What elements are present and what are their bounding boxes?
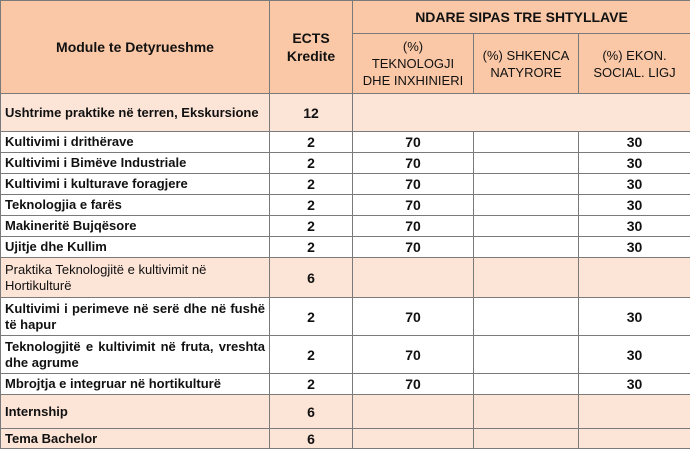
tech-percent: 70 bbox=[353, 237, 474, 258]
module-name: Kultivimi i Bimëve Industriale bbox=[1, 153, 270, 174]
econ-percent: 30 bbox=[579, 195, 690, 216]
sci-percent bbox=[474, 298, 579, 336]
ects-value: 2 bbox=[270, 195, 353, 216]
header-econ-column bbox=[579, 34, 690, 94]
merged-blank-cell bbox=[353, 94, 690, 132]
econ-percent: 30 bbox=[579, 174, 690, 195]
ects-value: 2 bbox=[270, 298, 353, 336]
module-name: Internship bbox=[1, 395, 270, 429]
header-ects-column bbox=[270, 1, 353, 94]
module-name: Kultivimi i kulturave foragjere bbox=[1, 174, 270, 195]
ects-value: 12 bbox=[270, 94, 353, 132]
header-econ-line1: (%) EKON. bbox=[602, 48, 666, 63]
sci-percent bbox=[474, 216, 579, 237]
econ-percent: 30 bbox=[579, 374, 690, 395]
table-row bbox=[1, 132, 690, 153]
table-row bbox=[1, 374, 690, 395]
ects-value: 2 bbox=[270, 216, 353, 237]
tech-percent: 70 bbox=[353, 216, 474, 237]
econ-percent: 30 bbox=[579, 298, 690, 336]
sci-percent bbox=[474, 336, 579, 374]
ects-value: 6 bbox=[270, 429, 353, 449]
header-module-column: Module te Detyrueshme bbox=[1, 1, 270, 94]
module-name: Praktika Teknologjitë e kultivimit në Hortikulturë bbox=[1, 258, 270, 298]
sci-percent bbox=[474, 395, 579, 429]
econ-percent bbox=[579, 258, 690, 298]
table-row bbox=[1, 336, 690, 374]
header-tech-line1: (%) bbox=[403, 39, 423, 54]
module-name: Ujitje dhe Kullim bbox=[1, 237, 270, 258]
header-ects-line1: ECTS bbox=[292, 30, 329, 46]
sci-percent bbox=[474, 132, 579, 153]
ects-value: 2 bbox=[270, 374, 353, 395]
tech-percent: 70 bbox=[353, 374, 474, 395]
table-row bbox=[1, 258, 690, 298]
tech-percent bbox=[353, 258, 474, 298]
table-row bbox=[1, 153, 690, 174]
sci-percent bbox=[474, 153, 579, 174]
econ-percent bbox=[579, 429, 690, 449]
table-row bbox=[1, 94, 690, 132]
module-name: Kultivimi i perimeve në serë dhe në fushë të hapur bbox=[1, 298, 270, 336]
ects-value: 2 bbox=[270, 132, 353, 153]
module-name: Tema Bachelor bbox=[1, 429, 270, 449]
header-sci-column bbox=[474, 34, 579, 94]
econ-percent: 30 bbox=[579, 153, 690, 174]
table-row bbox=[1, 174, 690, 195]
sci-percent bbox=[474, 429, 579, 449]
header-tech-line3: DHE INXHINIERI bbox=[363, 73, 463, 88]
econ-percent: 30 bbox=[579, 132, 690, 153]
econ-percent: 30 bbox=[579, 237, 690, 258]
econ-percent: 30 bbox=[579, 336, 690, 374]
econ-percent bbox=[579, 395, 690, 429]
header-sci-line2: NATYRORE bbox=[490, 65, 561, 80]
module-name: Makineritë Bujqësore bbox=[1, 216, 270, 237]
tech-percent: 70 bbox=[353, 298, 474, 336]
module-name: Teknologjia e farës bbox=[1, 195, 270, 216]
module-name: Ushtrime praktike në terren, Ekskursione bbox=[1, 94, 270, 132]
sci-percent bbox=[474, 174, 579, 195]
table-row bbox=[1, 298, 690, 336]
econ-percent: 30 bbox=[579, 216, 690, 237]
header-ects-line2: Kredite bbox=[287, 48, 335, 64]
module-name: Teknologjitë e kultivimit në fruta, vreshta dhe agrume bbox=[1, 336, 270, 374]
ects-value: 2 bbox=[270, 174, 353, 195]
header-tech-column bbox=[353, 34, 474, 94]
table-row bbox=[1, 195, 690, 216]
table-row bbox=[1, 395, 690, 429]
tech-percent: 70 bbox=[353, 195, 474, 216]
ects-value: 2 bbox=[270, 237, 353, 258]
ects-value: 6 bbox=[270, 258, 353, 298]
tech-percent: 70 bbox=[353, 174, 474, 195]
header-econ-line2: SOCIAL. LIGJ bbox=[593, 65, 675, 80]
ects-value: 6 bbox=[270, 395, 353, 429]
table-row bbox=[1, 429, 690, 449]
module-name: Kultivimi i drithërave bbox=[1, 132, 270, 153]
header-sci-line1: (%) SHKENCA bbox=[483, 48, 570, 63]
tech-percent: 70 bbox=[353, 153, 474, 174]
sci-percent bbox=[474, 195, 579, 216]
module-name: Mbrojtja e integruar në hortikulturë bbox=[1, 374, 270, 395]
table-row bbox=[1, 237, 690, 258]
tech-percent bbox=[353, 429, 474, 449]
sci-percent bbox=[474, 237, 579, 258]
header-tech-line2: TEKNOLOGJI bbox=[372, 56, 454, 71]
header-group-title: NDARE SIPAS TRE SHTYLLAVE bbox=[353, 1, 690, 34]
ects-value: 2 bbox=[270, 153, 353, 174]
tech-percent bbox=[353, 395, 474, 429]
tech-percent: 70 bbox=[353, 132, 474, 153]
tech-percent: 70 bbox=[353, 336, 474, 374]
sci-percent bbox=[474, 374, 579, 395]
sci-percent bbox=[474, 258, 579, 298]
table-row bbox=[1, 216, 690, 237]
ects-value: 2 bbox=[270, 336, 353, 374]
